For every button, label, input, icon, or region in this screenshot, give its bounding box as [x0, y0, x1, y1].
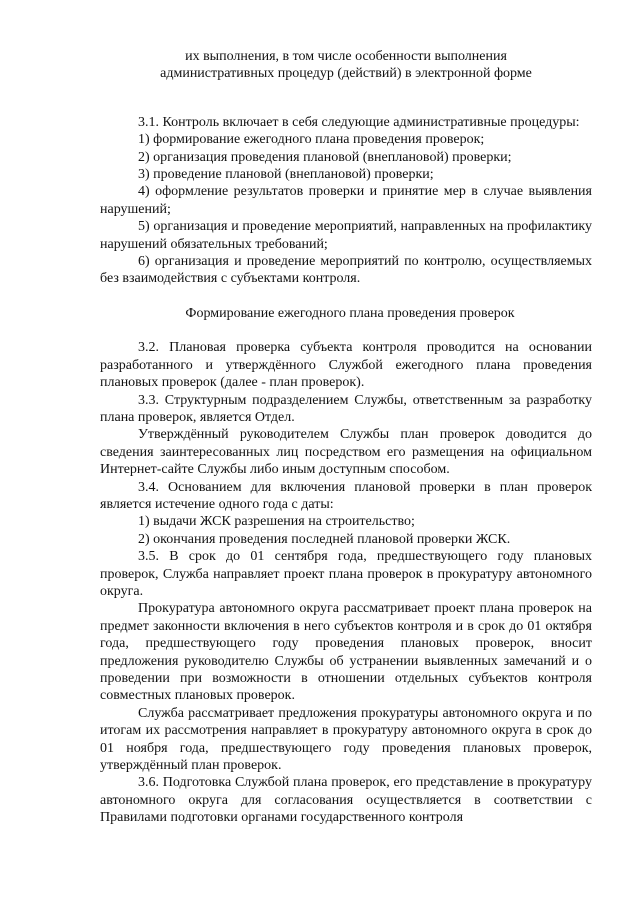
section-heading	[100, 48, 592, 83]
subsection-heading: Формирование ежегодного плана проведения проверок	[185, 305, 515, 321]
paragraph: Утверждённый руководителем Службы план проверок доводится до сведения заинтересованных лиц посредством его размещения на официальном Интернет-сайте Службы либо иным доступным способом.	[100, 427, 592, 478]
list-item: 6) организация и проведение мероприятий по контролю, осуществляемых без взаимодействия с субъектами контроля.	[100, 254, 592, 287]
list-item: 2) окончания проведения последней плановой проверки ЖСК.	[138, 531, 511, 547]
paragraph-3-3: 3.3. Структурным подразделением Службы, ответственным за разработку плана проверок, является Отдел.	[100, 392, 592, 425]
section-heading-line-1: их выполнения, в том числе особенности выполнения	[185, 49, 507, 64]
paragraph-3-6: 3.6. Подготовка Службой плана проверок, его представление в прокуратуру автономного округа для согласования осуществляется в соответствии с Правилами подготовки органами государственного контроля	[100, 775, 592, 826]
list-item: 4) оформление результатов проверки и принятие мер в случае выявления нарушений;	[100, 184, 592, 217]
list-item: 2) организация проведения плановой (внеплановой) проверки;	[138, 149, 512, 165]
paragraph: Служба рассматривает предложения прокуратуры автономного округа и по итогам их рассмотрения направляет в прокуратуру автономного округа в срок до 01 ноября года, предшествующего году проведения плановых проверок, утверждённый план проверок.	[100, 705, 592, 774]
section-heading-line-2: административных процедур (действий) в электронной форме	[160, 66, 532, 82]
paragraph-3-5: 3.5. В срок до 01 сентября года, предшествующего году плановых проверок, Служба направляет проект плана проверок в прокуратуру автономного округа.	[100, 549, 592, 599]
list-item: 3) проведение плановой (внеплановой) проверки;	[138, 167, 434, 183]
paragraph-3-4: 3.4. Основанием для включения плановой проверки в план проверок является истечение одного года с даты:	[100, 479, 592, 512]
paragraph-3-1-intro: 3.1. Контроль включает в себя следующие административные процедуры:	[138, 114, 580, 130]
list-item: 1) формирование ежегодного плана проведения проверок;	[138, 132, 485, 148]
list-item: 5) организация и проведение мероприятий, направленных на профилактику нарушений обязательных требований;	[100, 219, 592, 252]
paragraph-3-2: 3.2. Плановая проверка субъекта контроля проводится на основании разработанного и утверждённого Службой ежегодного плана проведения плановых проверок (далее - план проверок).	[100, 340, 592, 391]
paragraph: Прокуратура автономного округа рассматривает проект плана проверок на предмет законности включения в него субъектов контроля и в срок до 01 октября года, предшествующего году проведения плановых проверок, вносит предложения руководителю Службы об устранении выявленных замечаний и о проведении при возможности в отношении отдельных субъектов контроля совместных плановых проверок.	[100, 601, 592, 704]
list-item: 1) выдачи ЖСК разрешения на строительство;	[138, 514, 415, 530]
document-page	[100, 48, 592, 827]
